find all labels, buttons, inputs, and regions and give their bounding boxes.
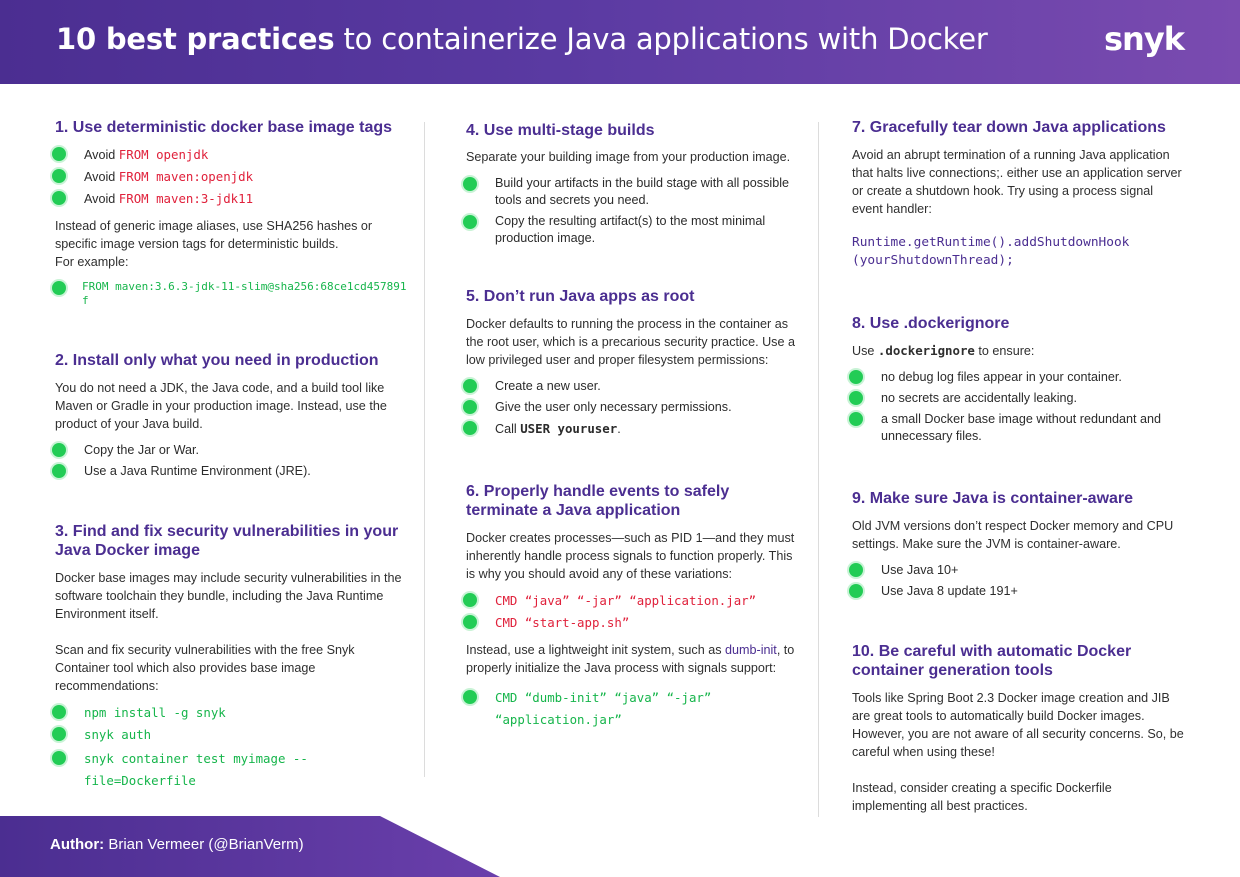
section-9-list xyxy=(852,562,1184,600)
page-title-rest: to containerize Java applications with Docker xyxy=(334,22,988,56)
section-1-para: Instead of generic image aliases, use SHA256 hashes or specific image version tags for deterministic builds. xyxy=(55,219,373,251)
dumb-init-cmd: CMD “dumb-init” “java” “-jar” “application.jar” xyxy=(495,690,712,727)
list-item xyxy=(466,592,802,610)
command-code: snyk container test myimage --file=Dockerfile xyxy=(84,751,308,788)
section-2-para: You do not need a JDK, the Java code, and a build tool like Maven or Gradle in your production image. Instead, use the product of your Java build. xyxy=(55,381,387,431)
list-item xyxy=(55,726,407,744)
bullet-icon xyxy=(52,751,66,765)
list-item-text: Give the user only necessary permissions. xyxy=(495,400,732,414)
section-8-para xyxy=(852,342,1184,360)
list-item xyxy=(55,704,407,722)
header-banner xyxy=(0,0,1240,84)
list-item-text: Build your artifacts in the build stage with all possible tools and secrets you need. xyxy=(495,176,790,207)
section-2-title: 2. Install only what you need in production xyxy=(55,352,379,369)
avoid-code: FROM openjdk xyxy=(118,147,209,162)
para-prefix: Use xyxy=(852,344,878,358)
dumb-init-link[interactable]: dumb-init xyxy=(725,643,777,657)
command-code: npm install -g snyk xyxy=(84,705,226,720)
bullet-icon xyxy=(52,727,66,741)
snyk-logo: snyk xyxy=(1104,20,1184,58)
column-divider-1 xyxy=(424,122,425,777)
section-2 xyxy=(55,351,407,480)
list-item-text: Use Java 10+ xyxy=(881,563,959,577)
bullet-icon xyxy=(463,400,477,414)
list-item xyxy=(852,369,1184,386)
column-1 xyxy=(55,118,407,792)
list-item xyxy=(55,748,407,792)
section-3-para-1: Docker base images may include security vulnerabilities in the software toolchain they bundle, including the Java Runtime Environment itself. xyxy=(55,571,402,621)
section-9-title: 9. Make sure Java is container-aware xyxy=(852,490,1134,507)
section-5-list xyxy=(466,378,802,438)
list-item xyxy=(852,562,1184,579)
shutdown-hook-code: Runtime.getRuntime().addShutdownHook (yourShutdownThread); xyxy=(852,235,1130,268)
list-item xyxy=(466,614,802,632)
example-code: FROM maven:3.6.3-jdk-11-slim@sha256:68ce1cd457891f xyxy=(82,280,407,307)
para-prefix: Instead, use a lightweight init system, such as xyxy=(466,643,726,657)
section-4-title: 4. Use multi-stage builds xyxy=(466,122,655,139)
list-item-text: Copy the resulting artifact(s) to the most minimal production image. xyxy=(495,214,766,245)
bullet-icon xyxy=(849,391,863,405)
section-9 xyxy=(852,489,1184,600)
list-item: Copy the Jar or War. xyxy=(55,442,407,459)
page-title-bold: 10 best practices xyxy=(56,22,335,56)
list-item xyxy=(55,146,407,164)
bullet-icon xyxy=(52,191,66,205)
section-10-title: 10. Be careful with automatic Docker container generation tools xyxy=(852,643,1132,679)
section-3-list xyxy=(55,704,407,792)
avoid-code: FROM maven:3-jdk11 xyxy=(118,191,254,206)
section-10-para-1: Tools like Spring Boot 2.3 Docker image creation and JIB are great tools to automatically build Docker images. However, you are not aware of all security concerns. So, be careful when using these! xyxy=(852,691,1184,759)
section-3-para-2: Scan and fix security vulnerabilities with the free Snyk Container tool which also provides base image recommendations: xyxy=(55,643,355,693)
bullet-icon xyxy=(849,370,863,384)
section-10-para-2: Instead, consider creating a specific Dockerfile implementing all best practices. xyxy=(852,781,1112,813)
bullet-icon xyxy=(52,147,66,161)
bullet-icon xyxy=(52,169,66,183)
bullet-icon xyxy=(52,281,66,295)
section-8-title: 8. Use .dockerignore xyxy=(852,315,1010,332)
list-item: Use a Java Runtime Environment (JRE). xyxy=(55,463,407,480)
list-item xyxy=(852,411,1184,445)
author-name: Brian Vermeer (@BrianVerm) xyxy=(104,836,304,853)
bullet-icon xyxy=(52,464,66,478)
list-item-text: Use Java 8 update 191+ xyxy=(881,584,1018,598)
avoid-code: FROM maven:openjdk xyxy=(118,169,254,184)
section-1-title: 1. Use deterministic docker base image tags xyxy=(55,119,393,136)
author-label: Author: xyxy=(50,836,105,853)
avoid-label: Avoid xyxy=(84,192,116,206)
section-3-title: 3. Find and fix security vulnerabilities in your Java Docker image xyxy=(55,523,399,559)
para-suffix: to ensure: xyxy=(974,344,1035,358)
list-item xyxy=(55,280,407,308)
list-item xyxy=(466,175,802,209)
section-6-para-1: Docker creates processes—such as PID 1—and they must inherently handle process signals to function properly. This is why you should avoid any of these variations: xyxy=(466,531,795,581)
avoid-cmd: CMD “start-app.sh” xyxy=(495,615,630,630)
section-3 xyxy=(55,522,407,792)
list-item xyxy=(466,420,802,438)
bullet-icon xyxy=(463,215,477,229)
avoid-cmd: CMD “java” “-jar” “application.jar” xyxy=(495,593,757,608)
section-4-list xyxy=(466,175,802,247)
section-1-list xyxy=(55,146,407,208)
section-6-list xyxy=(466,592,802,632)
bullet-icon xyxy=(463,421,477,435)
section-4-para: Separate your building image from your production image. xyxy=(466,150,791,164)
bullet-icon xyxy=(849,412,863,426)
list-item-text: no secrets are accidentally leaking. xyxy=(881,391,1078,405)
dockerignore-code: .dockerignore xyxy=(877,343,975,358)
column-divider-2 xyxy=(818,122,819,817)
bullet-icon xyxy=(849,563,863,577)
avoid-label: Avoid xyxy=(84,170,116,184)
section-5-para: Docker defaults to running the process in the container as the root user, which is a precarious security practice. Use a low privileged user and proper filesystem permissions: xyxy=(466,317,795,367)
section-8-list xyxy=(852,369,1184,445)
bullet-icon xyxy=(52,443,66,457)
list-item xyxy=(466,687,802,731)
list-item xyxy=(466,399,802,416)
list-item-text: Create a new user. xyxy=(495,379,601,393)
section-9-para: Old JVM versions don’t respect Docker memory and CPU settings. Make sure the JVM is container-aware. xyxy=(852,519,1174,551)
section-1-example xyxy=(55,280,407,308)
bullet-icon xyxy=(52,705,66,719)
section-7-title: 7. Gracefully tear down Java applications xyxy=(852,119,1166,136)
section-4 xyxy=(466,121,802,247)
avoid-label: Avoid xyxy=(84,148,116,162)
section-1-example-label: For example: xyxy=(55,255,129,269)
author-credit xyxy=(50,836,304,853)
section-6 xyxy=(466,482,802,731)
section-2-list xyxy=(55,442,407,480)
list-item-text: no debug log files appear in your container. xyxy=(881,370,1122,384)
section-7-para: Avoid an abrupt termination of a running Java application that halts live connections;. either use an application server or create a shutdown hook. Try using a process signal event handler: xyxy=(852,148,1182,216)
section-5 xyxy=(466,287,802,438)
bullet-icon xyxy=(463,379,477,393)
section-6-title: 6. Properly handle events to safely terminate a Java application xyxy=(466,483,730,519)
command-code: snyk auth xyxy=(84,727,152,742)
bullet-icon xyxy=(463,593,477,607)
list-item xyxy=(55,168,407,186)
section-7 xyxy=(852,118,1184,270)
bullet-icon xyxy=(849,584,863,598)
call-suffix: . xyxy=(617,422,621,436)
bullet-icon xyxy=(463,615,477,629)
list-item xyxy=(466,378,802,395)
section-5-title: 5. Don’t run Java apps as root xyxy=(466,288,695,305)
section-10 xyxy=(852,642,1184,815)
bullet-icon xyxy=(463,690,477,704)
column-2 xyxy=(466,118,802,731)
bullet-icon xyxy=(463,177,477,191)
list-item xyxy=(852,583,1184,600)
column-3 xyxy=(852,118,1184,815)
call-prefix: Call xyxy=(495,422,521,436)
user-code: USER youruser xyxy=(520,421,618,436)
section-8 xyxy=(852,314,1184,445)
page-title xyxy=(56,22,988,56)
list-item xyxy=(466,213,802,247)
list-item xyxy=(852,390,1184,407)
list-item xyxy=(55,190,407,208)
section-6-code-list xyxy=(466,687,802,731)
list-item-text: a small Docker base image without redundant and unnecessary files. xyxy=(881,412,1162,443)
section-1 xyxy=(55,118,407,308)
section-6-para-2 xyxy=(466,641,802,677)
para-suffix: , to properly initialize the Java process with signals support: xyxy=(466,643,795,675)
